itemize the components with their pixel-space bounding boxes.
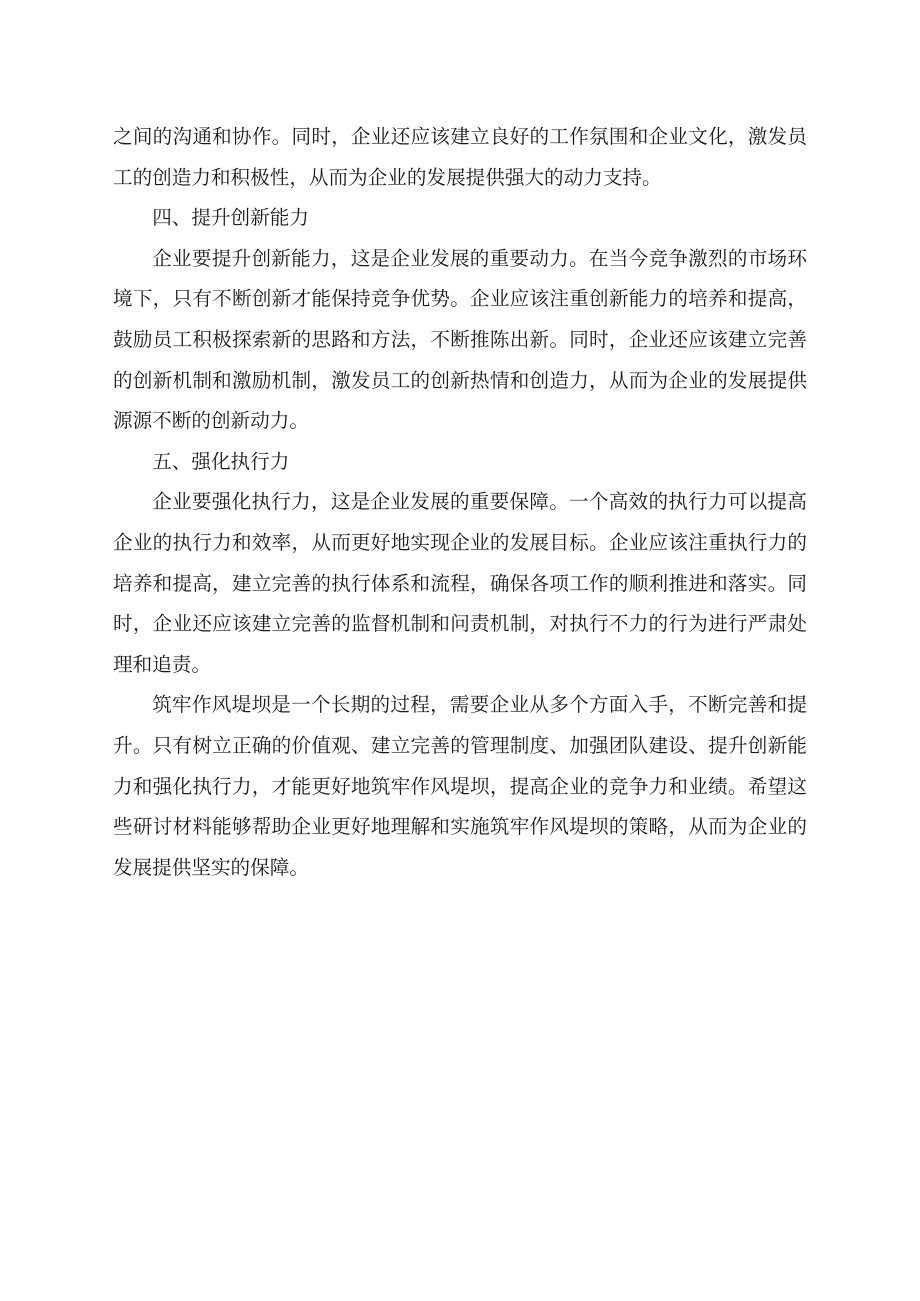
paragraph-conclusion: 筑牢作风堤坝是一个长期的过程，需要企业从多个方面入手，不断完善和提升。只有树立正确的价值观、建立完善的管理制度、加强团队建设、提升创新能力和强化执行力，才能更好地筑牢作风堤坝，提高企业的竞争力和业绩。希望这些研讨材料能够帮助企业更好地理解和实施筑牢作风堤坝的策略，从而为企业的发展提供坚实的保障。: [113, 693, 807, 879]
section-heading-execution: 五、强化执行力: [152, 449, 290, 473]
paragraph-execution: 企业要强化执行力，这是企业发展的重要保障。一个高效的执行力可以提高企业的执行力和效率，从而更好地实现企业的发展目标。企业应该注重执行力的培养和提高，建立完善的执行体系和流程，确保各项工作的顺利推进和落实。同时，企业还应该建立完善的监督机制和问责机制，对执行不力的行为进行严肃处理和追责。: [113, 490, 807, 676]
paragraph-continuation: 之间的沟通和协作。同时，企业还应该建立良好的工作氛围和企业文化，激发员工的创造力和积极性，从而为企业的发展提供强大的动力支持。: [113, 125, 807, 189]
paragraph-innovation: 企业要提升创新能力，这是企业发展的重要动力。在当今竞争激烈的市场环境下，只有不断创新才能保持竞争优势。企业应该注重创新能力的培养和提高，鼓励员工积极探索新的思路和方法，不断推陈出新。同时，企业还应该建立完善的创新机制和激励机制，激发员工的创新热情和创造力，从而为企业的发展提供源源不断的创新动力。: [113, 246, 807, 433]
section-heading-innovation: 四、提升创新能力: [152, 206, 309, 230]
document-body: [113, 117, 807, 888]
